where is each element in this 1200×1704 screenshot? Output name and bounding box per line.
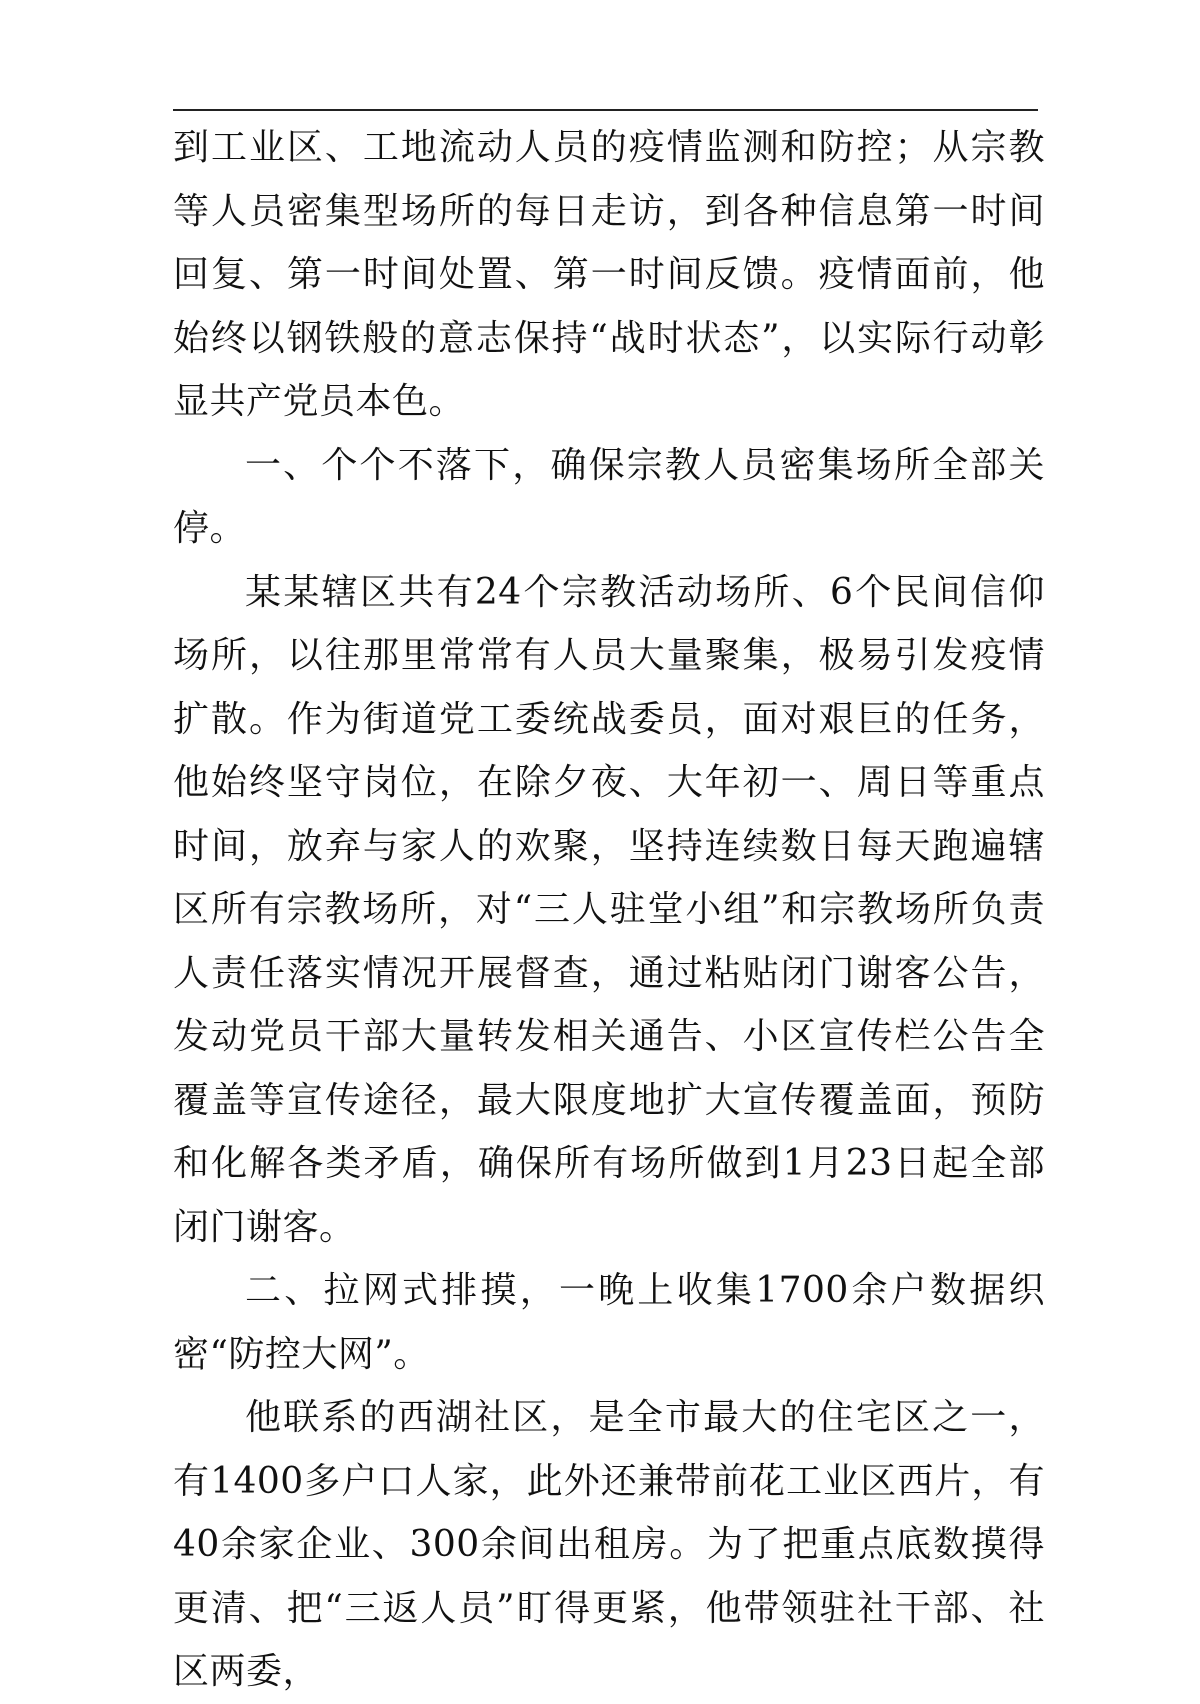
section-heading-1: 一、个个不落下，确保宗教人员密集场所全部关停。 xyxy=(173,444,1045,549)
section-heading-2: 二、拉网式排摸，一晚上收集1700余户数据织密“防控大网”。 xyxy=(173,1270,1045,1375)
paragraph-intro-continued: 到工业区、工地流动人员的疫情监测和防控；从宗教等人员密集型场所的每日走访，到各种信息第一时间回复、第一时间处置、第一时间反馈。疫情面前，他始终以钢铁般的意志保持“战时状态”，以实际行动彰显共产党员本色。 xyxy=(173,127,1045,422)
document-body xyxy=(173,116,1045,1704)
paragraph-religious-sites: 某某辖区共有24个宗教活动场所、6个民间信仰场所，以往那里常常有人员大量聚集，极易引发疫情扩散。作为街道党工委统战委员，面对艰巨的任务，他始终坚守岗位，在除夕夜、大年初一、周日等重点时间，放弃与家人的欢聚，坚持连续数日每天跑遍辖区所有宗教场所，对“三人驻堂小组”和宗教场所负责人责任落实情况开展督查，通过粘贴闭门谢客公告，发动党员干部大量转发相关通告、小区宣传栏公告全覆盖等宣传途径，最大限度地扩大宣传覆盖面，预防和化解各类矛盾，确保所有场所做到1月23日起全部闭门谢客。 xyxy=(173,571,1045,1248)
paragraph-xihu-community: 他联系的西湖社区，是全市最大的住宅区之一，有1400多户口人家，此外还兼带前花工业区西片，有40余家企业、300余间出租房。为了把重点底数摸得更清、把“三返人员”盯得更紧，他带领驻社干部、社区两委， xyxy=(173,1397,1045,1692)
header-rule xyxy=(173,109,1038,111)
